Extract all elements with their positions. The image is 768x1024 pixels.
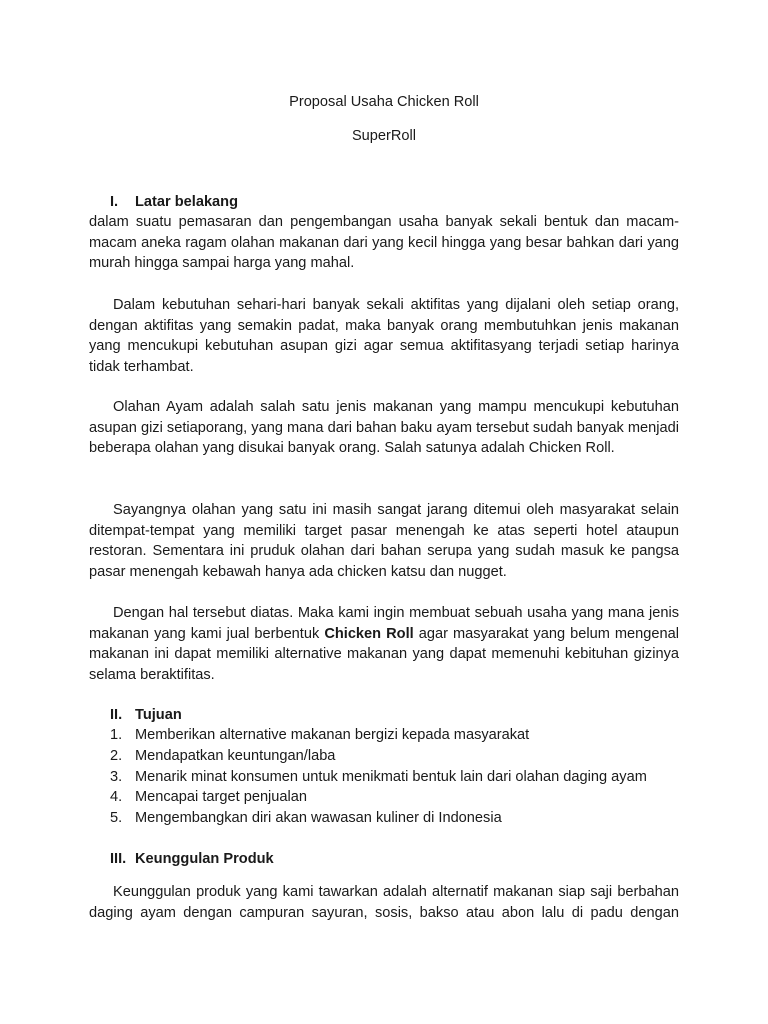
section-title: Keunggulan Produk <box>135 851 274 867</box>
list-text: Mencapai target penjualan <box>135 789 308 806</box>
product-name-bold: Chicken Roll <box>324 625 414 642</box>
paragraph-3: Olahan Ayam adalah salah satu jenis makanan yang mampu mencukupi kebutuhan asupan gizi setiaporang, yang mana dari bahan baku ayam tersebut sudah banyak menjadi beberapa olahan yang disukai banyak orang. Salah satunya adalah Chicken Roll. <box>89 399 679 457</box>
list-number: 1. <box>110 727 123 743</box>
list-text: Memberikan alternative makanan bergizi kepada masyarakat <box>135 727 530 743</box>
list-number: 5. <box>110 810 123 827</box>
paragraph-5-text-start: Dengan hal tersebut diatas. Maka kami ingin membuat sebuah usaha yang mana jenis makanan yang kami jual berbentuk <box>89 605 679 642</box>
section-number: III. <box>110 851 127 867</box>
list-item <box>110 767 647 788</box>
section-number: II. <box>110 707 123 723</box>
section-heading-latar-belakang <box>110 192 238 213</box>
section-title: Latar belakang <box>135 194 239 210</box>
paragraph-4: Sayangnya olahan yang satu ini masih sangat jarang ditemui oleh masyarakat selain ditempat-tempat yang memiliki target pasar menengah ke atas seperti hotel ataupun restoran. Sementara ini pruduk olahan dari bahan serupa yang sudah masuk ke pangsa pasar menengah kebawah hanya ada chicken katsu dan nugget. <box>89 502 679 580</box>
paragraph-5 <box>89 603 679 685</box>
paragraph-1: dalam suatu pemasaran dan pengembangan usaha banyak sekali bentuk dan macam-macam aneka ragam olahan makanan dari yang kecil hingga yang besar bahkan dari yang murah hingga sampai harga yang mahal. <box>89 214 679 272</box>
section-number: I. <box>110 194 119 210</box>
list-number: 3. <box>110 768 123 785</box>
list-text: Menarik minat konsumen untuk menikmati bentuk lain dari olahan daging ayam <box>135 768 647 785</box>
list-item <box>110 746 647 767</box>
list-item <box>110 787 647 808</box>
list-number: 4. <box>110 789 123 806</box>
list-text: Mendapatkan keuntungan/laba <box>135 747 336 764</box>
list-text: Mengembangkan diri akan wawasan kuliner di Indonesia <box>135 810 502 827</box>
tujuan-list <box>110 725 647 829</box>
paragraph-6: Keunggulan produk yang kami tawarkan adalah alternatif makanan siap saji berbahan daging ayam dengan campuran sayuran, sosis, bakso atau abon lalu di padu dengan <box>89 884 679 921</box>
document-subtitle: SuperRoll <box>351 128 417 144</box>
list-item <box>110 725 647 746</box>
paragraph-2: Dalam kebutuhan sehari-hari banyak sekali aktifitas yang dijalani oleh setiap orang, dengan aktifitas yang semakin padat, maka banyak orang membutuhkan jenis makanan yang mencukupi kebutuhan asupan gizi agar semua aktifitasyang terjadi setiap harinya tidak terhambat. <box>89 297 679 375</box>
paragraph-5-text-end: agar masyarakat yang belum mengenal makanan ini dapat memiliki alternative makanan yang dapat memenuhi kebituhan gizinya selama beraktifitas. <box>89 625 679 683</box>
list-number: 2. <box>110 747 123 764</box>
section-heading-tujuan <box>110 705 182 726</box>
section-title: Tujuan <box>135 707 182 723</box>
section-heading-keunggulan-produk <box>110 849 274 870</box>
list-item <box>110 808 647 829</box>
document-title: Proposal Usaha Chicken Roll <box>289 94 479 110</box>
